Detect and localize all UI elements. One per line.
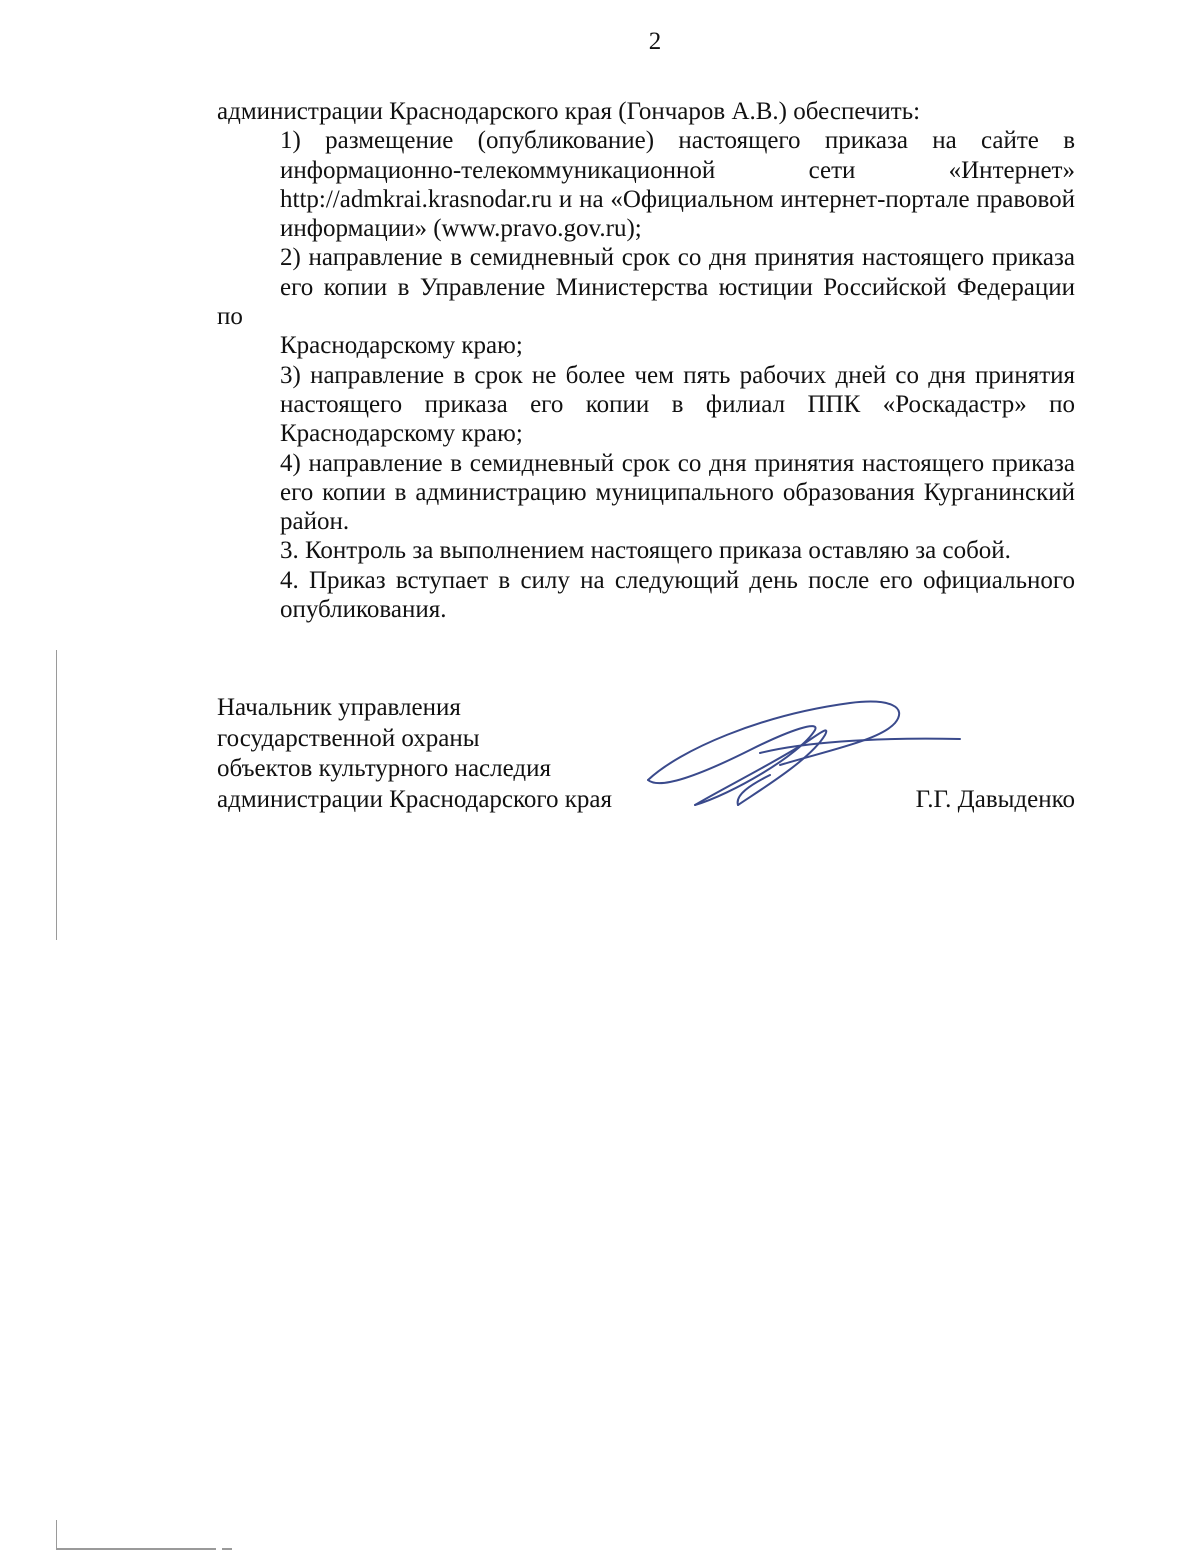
text-line: Краснодарскому краю;	[280, 332, 523, 360]
text-line: 3) направление в срок не более чем пять рабочих дней со дня принятия	[280, 361, 1075, 389]
text-line: 2) направление в семидневный срок со дня принятия настоящего приказа	[280, 244, 1075, 272]
paragraph-item-1	[217, 126, 1075, 243]
text-line: его копии в администрацию муниципального образования Курганинский	[280, 478, 1075, 506]
page-number: 2	[648, 28, 662, 55]
text-line: Краснодарскому краю;	[280, 420, 523, 448]
paragraph-clause-3	[217, 536, 1075, 565]
paragraph-item-4	[217, 449, 1075, 537]
text-line: опубликования.	[280, 596, 447, 624]
scan-edge-mark	[222, 1548, 232, 1550]
text-line: 4. Приказ вступает в силу на следующий день после его официального	[280, 566, 1075, 594]
document-body	[217, 97, 1075, 624]
text-line: настоящего приказа его копии в филиал ППК «Роскадастр» по	[280, 390, 1075, 418]
text-line: администрации Краснодарского края (Гончаров А.В.) обеспечить:	[217, 98, 921, 125]
signature-block	[217, 693, 1075, 815]
text-line: http://admkrai.krasnodar.ru и на «Официальном интернет-портале правовой	[280, 185, 1075, 213]
signer-title-line: государственной охраны	[217, 724, 480, 752]
text-line: 4) направление в семидневный срок со дня принятия настоящего приказа	[280, 449, 1075, 477]
signer-name: Г.Г. Давыденко	[915, 785, 1075, 813]
text-line: информационно-телекоммуникационной сети «Интернет»	[280, 156, 1075, 184]
text-line: 1) размещение (опубликование) настоящего приказа на сайте в	[280, 127, 1075, 155]
paragraph-item-3	[217, 361, 1075, 449]
scan-edge-mark	[56, 650, 57, 940]
text-line: информации» (www.pravo.gov.ru);	[280, 215, 642, 243]
scan-edge-mark	[56, 1520, 57, 1550]
signer-title-line: администрации Краснодарского края	[217, 785, 613, 813]
signer-title-line: Начальник управления	[217, 694, 461, 721]
text-line: его копии в Управление Министерства юстиции Российской Федерации по	[217, 273, 1075, 331]
text-line: 3. Контроль за выполнением настоящего приказа оставляю за собой.	[280, 537, 1011, 565]
signer-title-line: объектов культурного наследия	[217, 755, 551, 782]
paragraph-item-2	[217, 243, 1075, 360]
text-line: район.	[280, 508, 350, 536]
paragraph-intro	[217, 97, 1075, 126]
scan-edge-mark	[56, 1548, 216, 1550]
paragraph-clause-4	[217, 566, 1075, 625]
